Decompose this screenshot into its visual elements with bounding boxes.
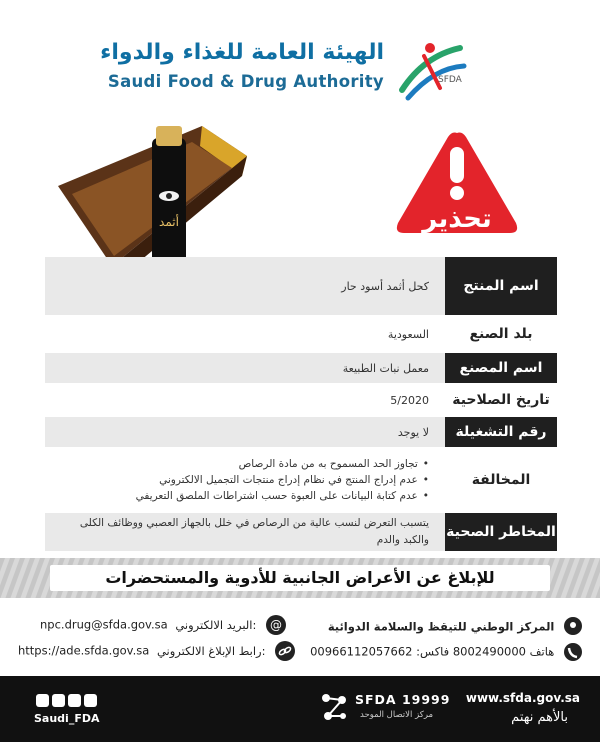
logo-english-name: Saudi Food & Drug Authority	[107, 72, 384, 91]
row-label: بلد الصنع	[445, 318, 557, 350]
row-label: تاريخ الصلاحية	[445, 386, 557, 414]
location-pin-icon	[564, 617, 582, 637]
hazard-text: يتسبب التعرض لنسب عالية من الرصاص في خلل بالجهاز العصبي ووظائف الكلى والكبد والدم	[79, 517, 429, 546]
row-value	[45, 450, 445, 510]
row-value: السعودية	[45, 318, 445, 350]
sfda-logo	[100, 38, 470, 108]
product-info-table	[45, 257, 557, 551]
row-label: المخالفة	[445, 450, 557, 510]
email-label: البريد الالكتروني:	[175, 617, 257, 632]
row-label: اسم المصنع	[445, 353, 557, 383]
row-label: المخاطر الصحية	[445, 513, 557, 551]
email-line	[40, 615, 286, 635]
warning-triangle-icon	[392, 127, 522, 247]
banner-text: للإبلاغ عن الأعراض الجانبية للأدوية والمستحضرات	[50, 565, 550, 591]
table-row-expiry	[45, 386, 557, 414]
table-row-product-name	[45, 257, 557, 315]
table-row-country	[45, 318, 557, 350]
link-icon	[275, 641, 295, 661]
table-row-violation	[45, 450, 557, 510]
link-label: رابط الإبلاغ الالكتروني:	[156, 643, 266, 658]
link-line	[18, 641, 295, 661]
svg-text:@: @	[270, 618, 283, 632]
callcenter-label: مركز الاتصال الموحد	[360, 710, 434, 720]
twitter-icon[interactable]	[36, 694, 49, 707]
row-label: اسم المنتج	[445, 257, 557, 315]
phone-icon	[564, 642, 582, 662]
row-value: 5/2020	[45, 386, 445, 414]
phone-line	[310, 642, 582, 662]
list-item: • عدم كتابة البيانات على العبوة حسب اشتراطات الملصق التعريفي	[136, 488, 429, 504]
row-value	[45, 513, 445, 551]
table-row-batch	[45, 417, 557, 447]
list-item: • تجاوز الحد المسموح به من مادة الرصاص	[136, 456, 429, 472]
footer-slogan: بالأهم نهتم	[511, 710, 568, 725]
report-banner	[0, 558, 600, 598]
footer-website[interactable]: www.sfda.gov.sa	[465, 691, 580, 705]
facebook-icon[interactable]	[52, 694, 65, 707]
row-value: معمل نبات الطبيعة	[45, 353, 445, 383]
table-row-manufacturer	[45, 353, 557, 383]
center-name: المركز الوطني للتيقظ والسلامة الدوائية	[327, 619, 555, 634]
warning-word: تحذير	[422, 204, 492, 234]
center-name-line	[328, 617, 582, 637]
logo-arabic-name: الهيئة العامة للغذاء والدواء	[100, 40, 384, 65]
youtube-icon[interactable]	[68, 694, 81, 707]
report-link[interactable]: https://ade.sfda.gov.sa	[18, 643, 150, 658]
violations-list	[136, 456, 429, 504]
row-value: كحل أثمد أسود حار	[45, 257, 445, 315]
email-address[interactable]: npc.drug@sfda.gov.sa	[40, 617, 168, 632]
instagram-icon[interactable]	[84, 694, 97, 707]
logo-mark-text: SFDA	[438, 75, 462, 85]
network-icon	[318, 690, 350, 724]
social-icons	[36, 694, 97, 707]
product-box-text: أثمد	[159, 215, 179, 229]
social-handle: Saudi_FDA	[34, 712, 100, 725]
row-value: لا يوجد	[45, 417, 445, 447]
sfda-logo-mark-icon	[394, 38, 470, 104]
at-sign-icon	[266, 615, 286, 635]
product-image	[52, 116, 252, 276]
callcenter-number[interactable]: SFDA 19999	[355, 692, 451, 707]
phone-fax[interactable]: هاتف 8002490000 فاكس: 00966112057662	[310, 644, 555, 659]
table-row-health-hazard	[45, 513, 557, 551]
list-item: • عدم إدراج المنتج في نظام إدراج منتجات التجميل الالكتروني	[136, 472, 429, 488]
footer	[0, 676, 600, 742]
row-label: رقم التشغيلة	[445, 417, 557, 447]
